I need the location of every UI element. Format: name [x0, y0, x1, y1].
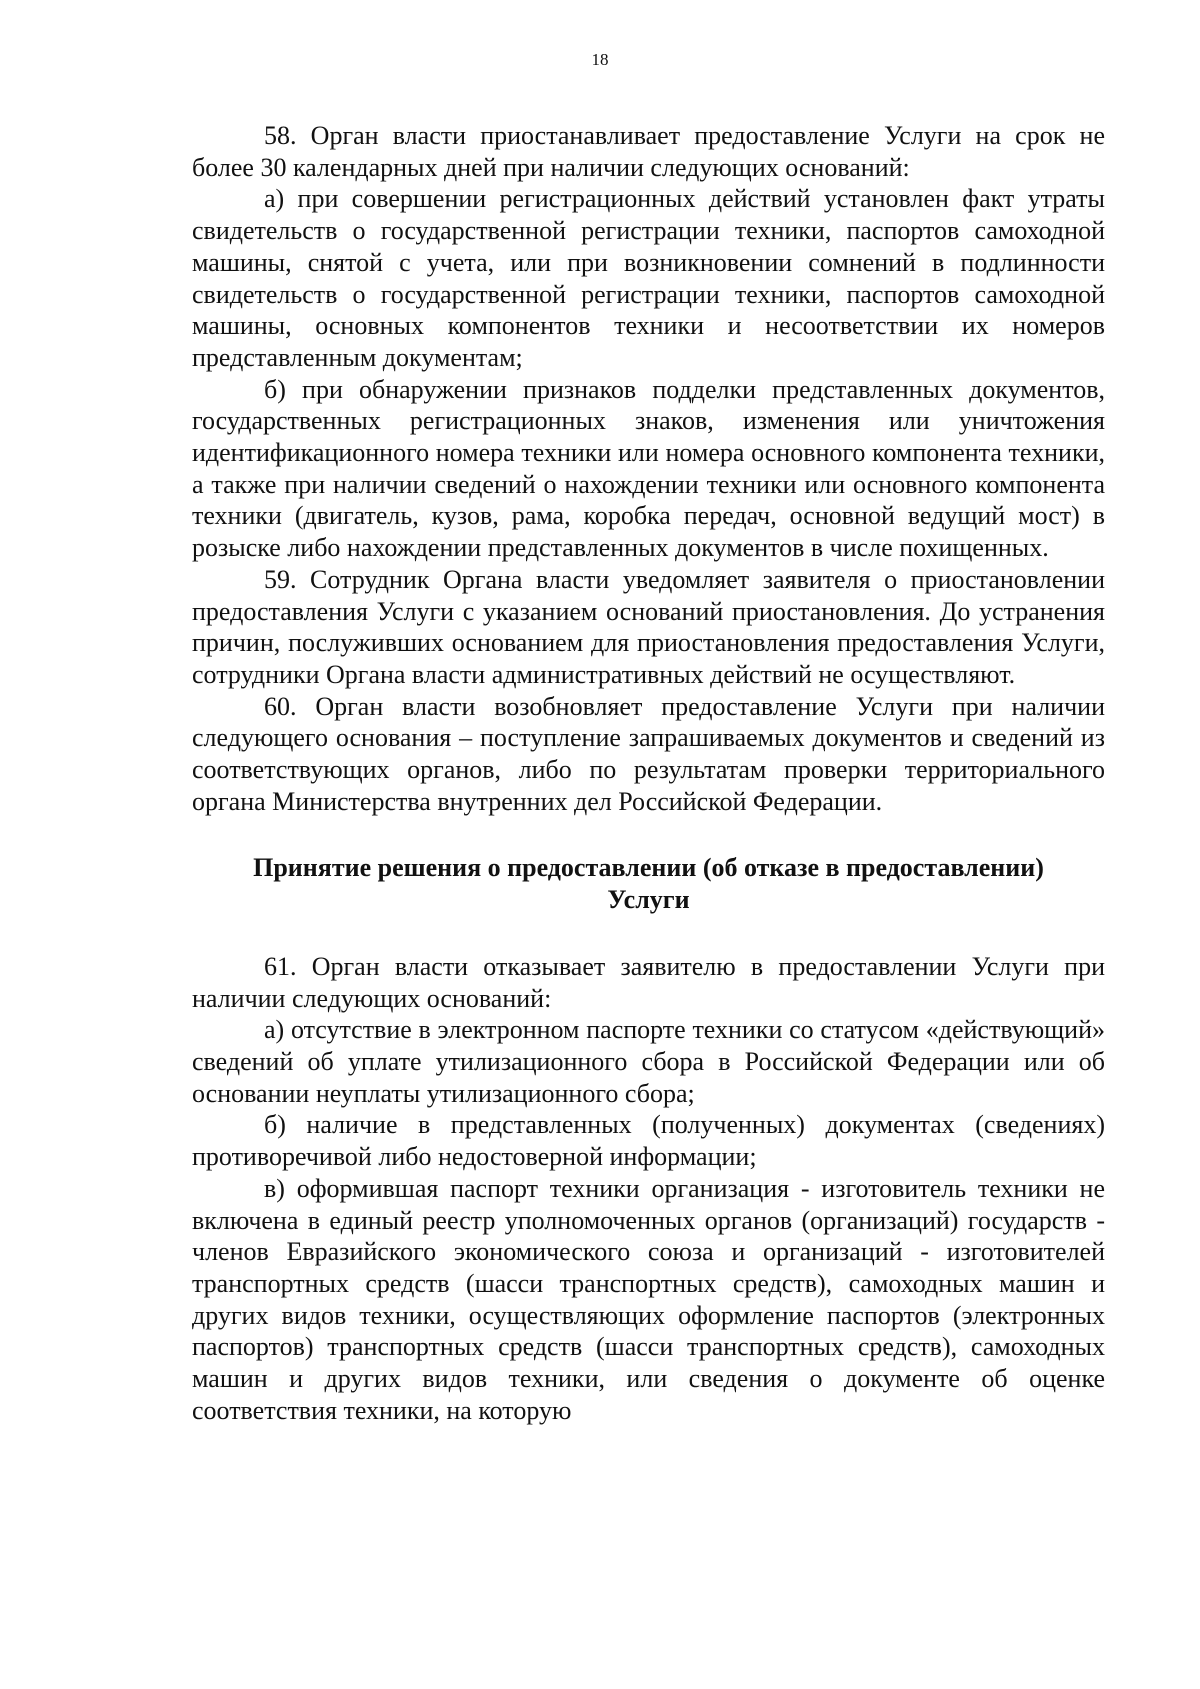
document-body — [192, 120, 1105, 1426]
section-heading — [192, 852, 1105, 915]
page-number: 18 — [591, 50, 609, 69]
paragraph-61-a: а) отсутствие в электронном паспорте техники со статусом «действующий» сведений об уплате утилизационного сбора в Российской Федерации или об основании неуплаты утилизационного сбора; — [192, 1015, 1105, 1108]
section-heading-line-1: Принятие решения о предоставлении (об отказе в предоставлении) — [253, 853, 1044, 883]
paragraph-59: 59. Сотрудник Органа власти уведомляет заявителя о приостановлении предоставления Услуги с указанием оснований приостановления. До устранения причин, послуживших основанием для приостановления предоставления Услуги, сотрудники Органа власти административных действий не осуществляют. — [192, 564, 1105, 689]
paragraph-61-b: б) наличие в представленных (полученных) документах (сведениях) противоречивой либо недостоверной информации; — [192, 1110, 1105, 1172]
paragraph-60: 60. Орган власти возобновляет предоставление Услуги при наличии следующего основания – поступление запрашиваемых документов и сведений из соответствующих органов, либо по результатам проверки территориального органа Министерства внутренних дел Российской Федерации. — [192, 691, 1105, 816]
paragraph-58-a: а) при совершении регистрационных действий установлен факт утраты свидетельств о государственной регистрации техники, паспортов самоходной машины, снятой с учета, или при возникновении сомнений в подлинности свидетельств о государственной регистрации техники, паспортов самоходной машины, основных компонентов техники и несоответствии их номеров представленным документам; — [192, 184, 1105, 372]
paragraph-58: 58. Орган власти приостанавливает предоставление Услуги на срок не более 30 календарных дней при наличии следующих оснований: — [192, 121, 1105, 182]
section-heading-line-2: Услуги — [607, 885, 690, 915]
paragraph-58-b: б) при обнаружении признаков подделки представленных документов, государственных регистрационных знаков, изменения или уничтожения идентификационного номера техники или номера основного компонента техники, а также при наличии сведений о нахождении техники или основного компонента техники (двигатель, кузов, рама, коробка передач, основной ведущий мост) в розыске либо нахождении представленных документов в числе похищенных. — [192, 374, 1105, 563]
paragraph-61: 61. Орган власти отказывает заявителю в предоставлении Услуги при наличии следующих оснований: — [192, 951, 1105, 1013]
paragraph-61-v: в) оформившая паспорт техники организация - изготовитель техники не включена в единый реестр уполномоченных органов (организаций) государств - членов Евразийского экономического союза и организаций - изготовителей транспортных средств (шасси транспортных средств), самоходных машин и других видов техники, осуществляющих оформление паспортов (электронных паспортов) транспортных средств (шасси транспортных средств), самоходных машин и других видов техники, или сведения о документе об оценке соответствия техники, на которую — [192, 1173, 1105, 1425]
